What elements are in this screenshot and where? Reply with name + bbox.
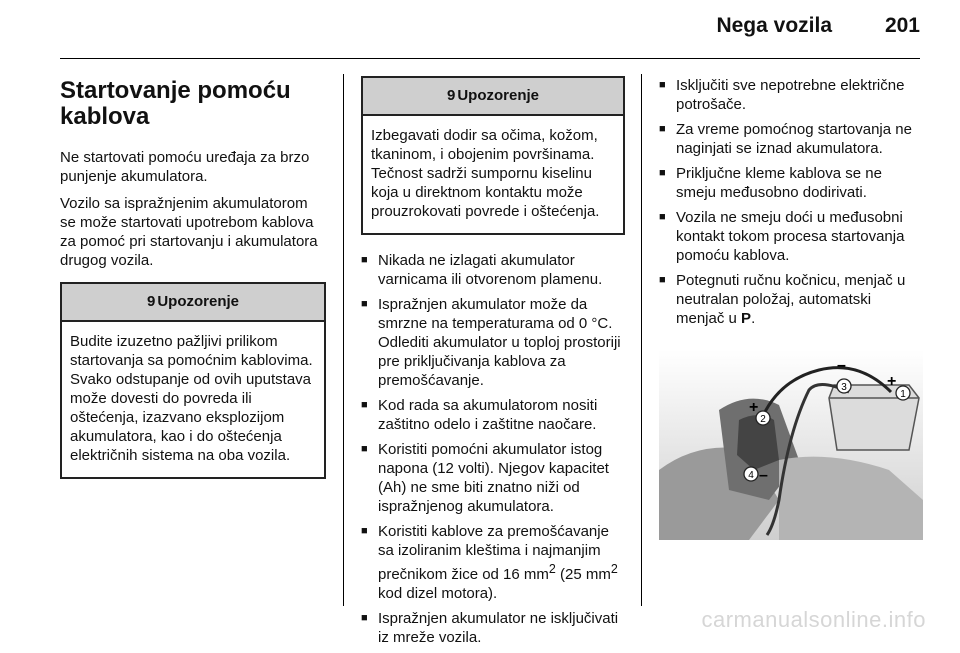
bold-gear-letter: P xyxy=(741,310,752,327)
bullet-icon: ■ xyxy=(361,298,368,310)
list-item xyxy=(659,120,923,158)
warning-box-1 xyxy=(60,282,326,479)
list-item xyxy=(361,251,625,289)
bullet-icon: ■ xyxy=(361,612,368,624)
header-rule xyxy=(60,58,920,59)
list-item-text: Za vreme pomoćnog startovanja ne naginjati se iznad akumulatora. xyxy=(676,121,912,157)
warning-header xyxy=(363,78,623,116)
svg-text:3: 3 xyxy=(841,382,847,393)
list-item-text: Priključne kleme kablova se ne smeju međusobno dodirivati. xyxy=(676,165,882,201)
bullet-icon: ■ xyxy=(361,399,368,411)
list-item-text: Potegnuti ručnu kočnicu, menjač u neutralan položaj, automatski menjač u xyxy=(676,272,906,327)
warning-title: Upozorenje xyxy=(157,293,240,310)
warning-icon: 9 xyxy=(446,87,456,104)
list-item-text: Ispražnjen akumulator može da smrzne na temperaturama od 0 °C. Odlediti akumulator u toploj prostoriji pre priključivanja kablova za premošćavanje. xyxy=(378,296,621,389)
callout-1 xyxy=(896,386,910,400)
list-item-text: kod dizel motora). xyxy=(378,585,498,602)
list-item-text: Nikada ne izlagati akumulator varnicama ili otvorenom plamenu. xyxy=(378,252,603,288)
warning-title: Upozorenje xyxy=(457,87,540,104)
bullet-icon: ■ xyxy=(659,211,666,223)
bullet-icon: ■ xyxy=(659,79,666,91)
warning-header xyxy=(62,284,324,322)
list-item-text: Vozila ne smeju doći u međusobni kontakt tokom procesa startovanja pomoću kablova. xyxy=(676,209,905,264)
minus-sign-ground: – xyxy=(759,467,768,484)
bullet-list-col3 xyxy=(659,76,923,328)
column-2 xyxy=(361,72,625,653)
warning-text: Izbegavati dodir sa očima, kožom, tkaninom, i obojenim površinama. Tečnost sadrži sumpornu kiselinu koja u direktnom kontaktu može prouzrokovati povrede i oštećenja. xyxy=(371,127,600,220)
list-item-text: Koristiti kablove za premošćavanje sa izoliranim kleštima i najmanjim prečnikom žice od 16 mm xyxy=(378,523,609,583)
list-item xyxy=(659,271,923,328)
svg-text:1: 1 xyxy=(900,389,906,400)
bullet-icon: ■ xyxy=(361,525,368,537)
list-item-text: . xyxy=(751,310,756,327)
callout-3 xyxy=(837,379,851,393)
column-3 xyxy=(659,72,923,545)
list-item xyxy=(361,440,625,516)
page-number: 201 xyxy=(884,14,920,37)
plus-sign-discharged: + xyxy=(749,399,759,416)
watermark: carmanualsonline.info xyxy=(701,607,926,632)
bullet-icon: ■ xyxy=(659,123,666,135)
bullet-icon: ■ xyxy=(659,167,666,179)
superscript: 2 xyxy=(610,562,618,576)
list-item xyxy=(361,522,625,603)
list-item-text: (25 mm xyxy=(555,566,611,583)
bullet-icon: ■ xyxy=(361,443,368,455)
jump-start-illustration xyxy=(659,350,923,540)
plus-sign-booster: + xyxy=(887,373,897,390)
list-item xyxy=(361,396,625,434)
column-1 xyxy=(60,72,326,493)
list-item-text: Kod rada sa akumulatorom nositi zaštitno odelo i zaštitne naočare. xyxy=(378,397,598,433)
list-item xyxy=(659,76,923,114)
bullet-list-col2 xyxy=(361,251,625,647)
list-item xyxy=(361,609,625,647)
warning-box-2 xyxy=(361,76,625,235)
list-item-text: Ispražnjen akumulator ne isključivati iz mreže vozila. xyxy=(378,610,619,646)
warning-text: Budite izuzetno pažljivi prilikom startovanja sa pomoćnim kablovima. Svako odstupanje od ovih uputstava može dovesti do povreda ili oštećenja, izazvano eksplozijom akumulatora, kao i do oštećenja električnih sistema na oba vozila. xyxy=(70,333,313,464)
bullet-icon: ■ xyxy=(659,274,666,286)
svg-text:4: 4 xyxy=(748,470,754,481)
list-item xyxy=(659,164,923,202)
column-divider-2 xyxy=(641,74,642,606)
list-item-text: Koristiti pomoćni akumulator istog napona (12 volti). Njegov kapacitet (Ah) ne sme biti znatno niži od ispražnjenog akumulatora. xyxy=(378,441,609,515)
column-divider-1 xyxy=(343,74,344,606)
warning-icon: 9 xyxy=(146,293,156,310)
header-section-title: Nega vozila xyxy=(716,14,832,37)
superscript: 2 xyxy=(548,562,556,576)
intro-paragraph-1: Ne startovati pomoću uređaja za brzo punjenje akumulatora. xyxy=(60,149,310,185)
section-title: Startovanje pomoću kablova xyxy=(60,77,291,130)
intro-paragraph-2: Vozilo sa ispražnjenim akumulatorom se može startovati upotrebom kablova za pomoć pri startovanju i akumulatora drugog vozila. xyxy=(60,195,318,269)
list-item xyxy=(659,208,923,265)
bullet-icon: ■ xyxy=(361,254,368,266)
svg-text:2: 2 xyxy=(760,414,766,425)
callout-4 xyxy=(744,467,758,481)
list-item-text: Isključiti sve nepotrebne električne potrošače. xyxy=(676,77,905,113)
minus-sign-booster: – xyxy=(837,357,846,374)
list-item xyxy=(361,295,625,390)
